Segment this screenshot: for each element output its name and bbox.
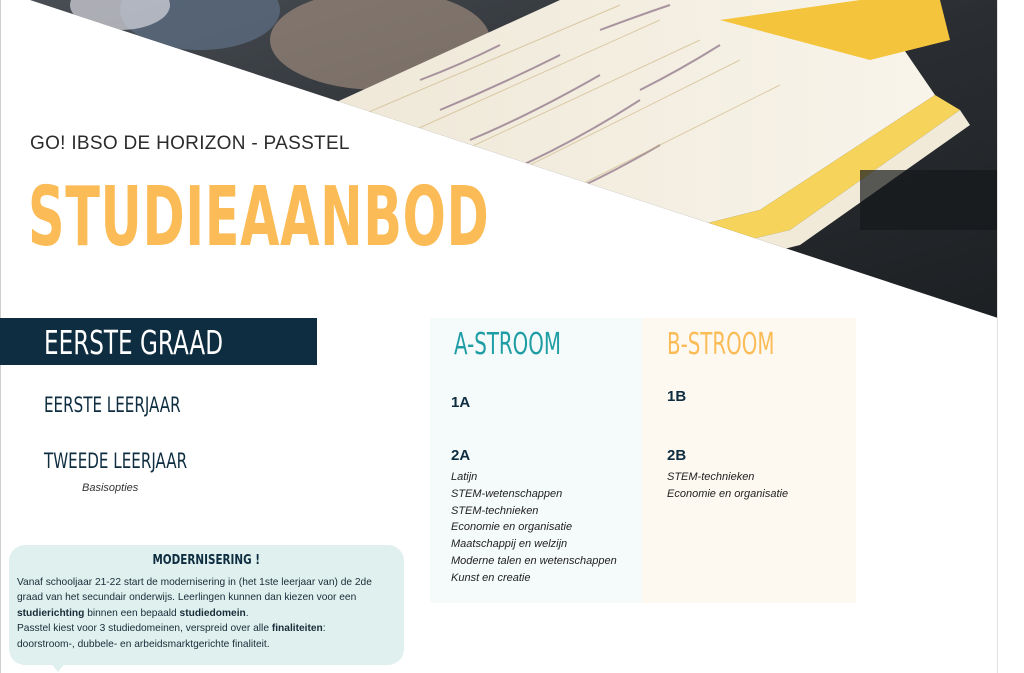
option-item: Moderne talen en wetenschappen xyxy=(451,554,617,567)
option-item: STEM-technieken xyxy=(451,504,539,517)
option-item: STEM-wetenschappen xyxy=(451,487,563,500)
info-box-tail xyxy=(48,660,68,672)
option-item: Economie en organisatie xyxy=(451,521,573,534)
graad-title: EERSTE GRAAD xyxy=(44,323,224,362)
b-stroom-title: B-STROOM xyxy=(667,327,775,362)
basisopties-label: Basisopties xyxy=(82,482,139,494)
a-stroom-code-2a: 2A xyxy=(451,447,471,464)
a-stroom-code-1a: 1A xyxy=(451,394,471,411)
a-stroom-options xyxy=(451,469,617,587)
option-item: Economie en organisatie xyxy=(667,487,789,500)
option-item: Kunst en creatie xyxy=(451,571,531,584)
right-border xyxy=(997,0,998,673)
leerjaar-label-1: EERSTE LEERJAAR xyxy=(44,393,181,417)
a-stroom-column xyxy=(430,318,642,603)
info-box-text: Vanaf schooljaar 21-22 start de modernisering in (het 1ste leerjaar van) de 2de graad van het secundair onderwijs. Leerlingen kunnen dan kiezen voor een studierichting binnen een bepaald studiedomein. Passtel kiest voor 3 studiedomeinen, verspreid over alle finaliteiten: doorstroom-, dubbele- en arbeidsmarktgerichte finaliteit. xyxy=(17,577,372,650)
page-title: STUDIEAANBOD xyxy=(28,170,490,265)
leerjaar-label-2: TWEEDE LEERJAAR xyxy=(44,449,188,473)
hero-photo xyxy=(0,0,1024,330)
option-item: STEM-technieken xyxy=(667,471,755,483)
option-item: Maatschappij en welzijn xyxy=(451,538,568,551)
b-stroom-options xyxy=(667,469,788,503)
option-item: Latijn xyxy=(451,471,478,483)
b-stroom-column xyxy=(642,318,856,603)
b-stroom-code-2b: 2B xyxy=(667,447,687,464)
b-stroom-code-1b: 1B xyxy=(667,388,687,405)
a-stroom-title: A-STROOM xyxy=(454,327,561,362)
school-name: GO! IBSO DE HORIZON - PASSTEL xyxy=(30,133,350,154)
info-box-title: MODERNISERING ! xyxy=(152,553,261,568)
modernisering-info-box xyxy=(9,545,404,665)
